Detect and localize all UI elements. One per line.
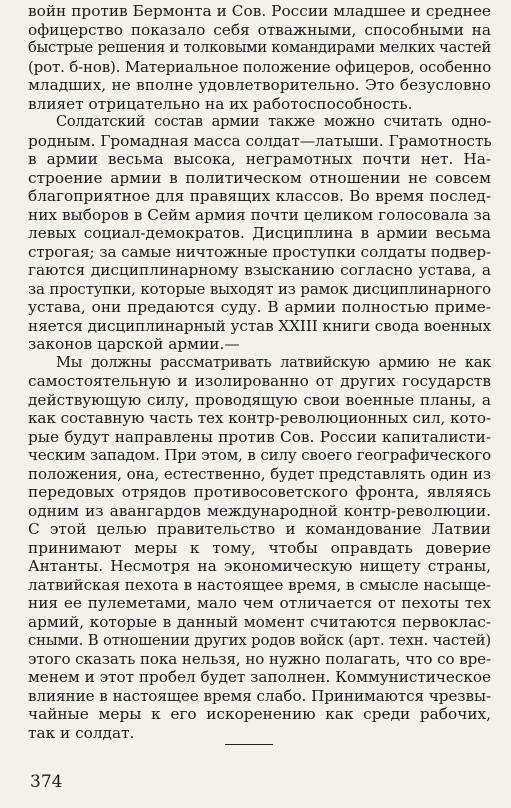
text-line: латвийская пехота в настоящее время, в смысле насыще- [28, 575, 492, 594]
text-line: войн против Бермонта и Сов. России младшее и среднее [28, 2, 491, 20]
text-line: офицерство показало себя отважными, способными на [28, 20, 491, 39]
text-line: менем и этот пробел будет заполнен. Коммунистическое [28, 668, 491, 686]
text-line: положения, она, естественно, будет представлять один из [28, 464, 491, 483]
text-line: Солдатский состав армии также можно считать одно- [56, 113, 491, 130]
text-line: Мы должны рассматривать латвийскую армию не как [56, 353, 491, 371]
text-line: Антанты. Несмотря на экономическую нищету страны, [28, 557, 491, 575]
text-line: гаются дисциплинарному взысканию согласно устава, а [28, 261, 491, 279]
text-line: няется дисциплинарный устав XXIII книги свода военных [28, 316, 492, 335]
text-line: влияние в настоящее время слабо. Принимаются чрезвы- [28, 686, 491, 705]
text-line: самостоятельную и изолированно от других государств [28, 372, 491, 390]
text-line: благоприятное для правящих классов. Во время послед- [28, 187, 491, 205]
text-line: младших, не вполне удовлетворительно. Это безусловно [28, 76, 491, 94]
text-line: влияет отрицательно на их работоспособность. [28, 94, 413, 113]
text-line: одним из авангардов международной контр-революции. [28, 501, 491, 520]
text-line: левых социал-демократов. Дисциплина в армии весьма [28, 224, 491, 242]
text-line: (рот. б-нов). Материальное положение офицеров, особенно [28, 57, 492, 76]
text-line: строгая; за самые ничтожные проступки солдаты подвер- [28, 242, 491, 261]
text-line: в армии весьма высока, неграмотных почти нет. На- [28, 150, 491, 168]
paragraph-3 [28, 354, 491, 743]
text-line: передовых отрядов противосоветского фронта, являясь [28, 483, 491, 501]
paragraph-1 [28, 2, 491, 113]
text-line: как составную часть тех контр-революционных сил, кото- [28, 409, 491, 427]
text-line: них выборов в Сейм армия почти целиком голосовала за [28, 205, 491, 224]
text-line: этого сказать пока нельзя, но нужно полагать, что со вре- [28, 649, 491, 668]
paragraph-2 [28, 113, 491, 354]
text-line: ния ее пулеметами, мало чем отличается от пехоты тех [28, 594, 491, 612]
text-line: ческим западом. При этом, в силу своего географического [28, 446, 491, 464]
text-line: армий, которые в данный момент считаются первоклас- [28, 612, 491, 631]
text-line: сными. В отношении других родов войск (арт. техн. частей) [28, 631, 491, 649]
text-line: быстрые решения и толковыми командирами мелких частей [28, 39, 491, 56]
text-line: действующую силу, проводящую свои военные планы, а [28, 390, 491, 409]
text-line: законов царской армии.— [28, 335, 240, 353]
section-divider [225, 744, 273, 745]
text-line: строение армии в политическом отношении не совсем [28, 168, 491, 187]
text-line: устава, они предаются суду. В армии полностью приме- [28, 298, 491, 316]
text-line: родным. Громадная масса солдат—латыши. Грамотность [28, 131, 492, 150]
text-line: рые будут направлены против Сов. России капиталисти- [28, 427, 491, 446]
text-line: принимают меры к тому, чтобы оправдать доверие [28, 538, 491, 557]
text-line: так и солдат. [28, 723, 135, 742]
text-line: за проступки, которые выходят из рамок дисциплинарного [28, 279, 491, 298]
page-number: 374 [30, 772, 63, 792]
text-line: С этой целью правительство и командование Латвии [28, 520, 491, 538]
text-line: чайные меры к его искоренению как среди рабочих, [28, 705, 491, 723]
